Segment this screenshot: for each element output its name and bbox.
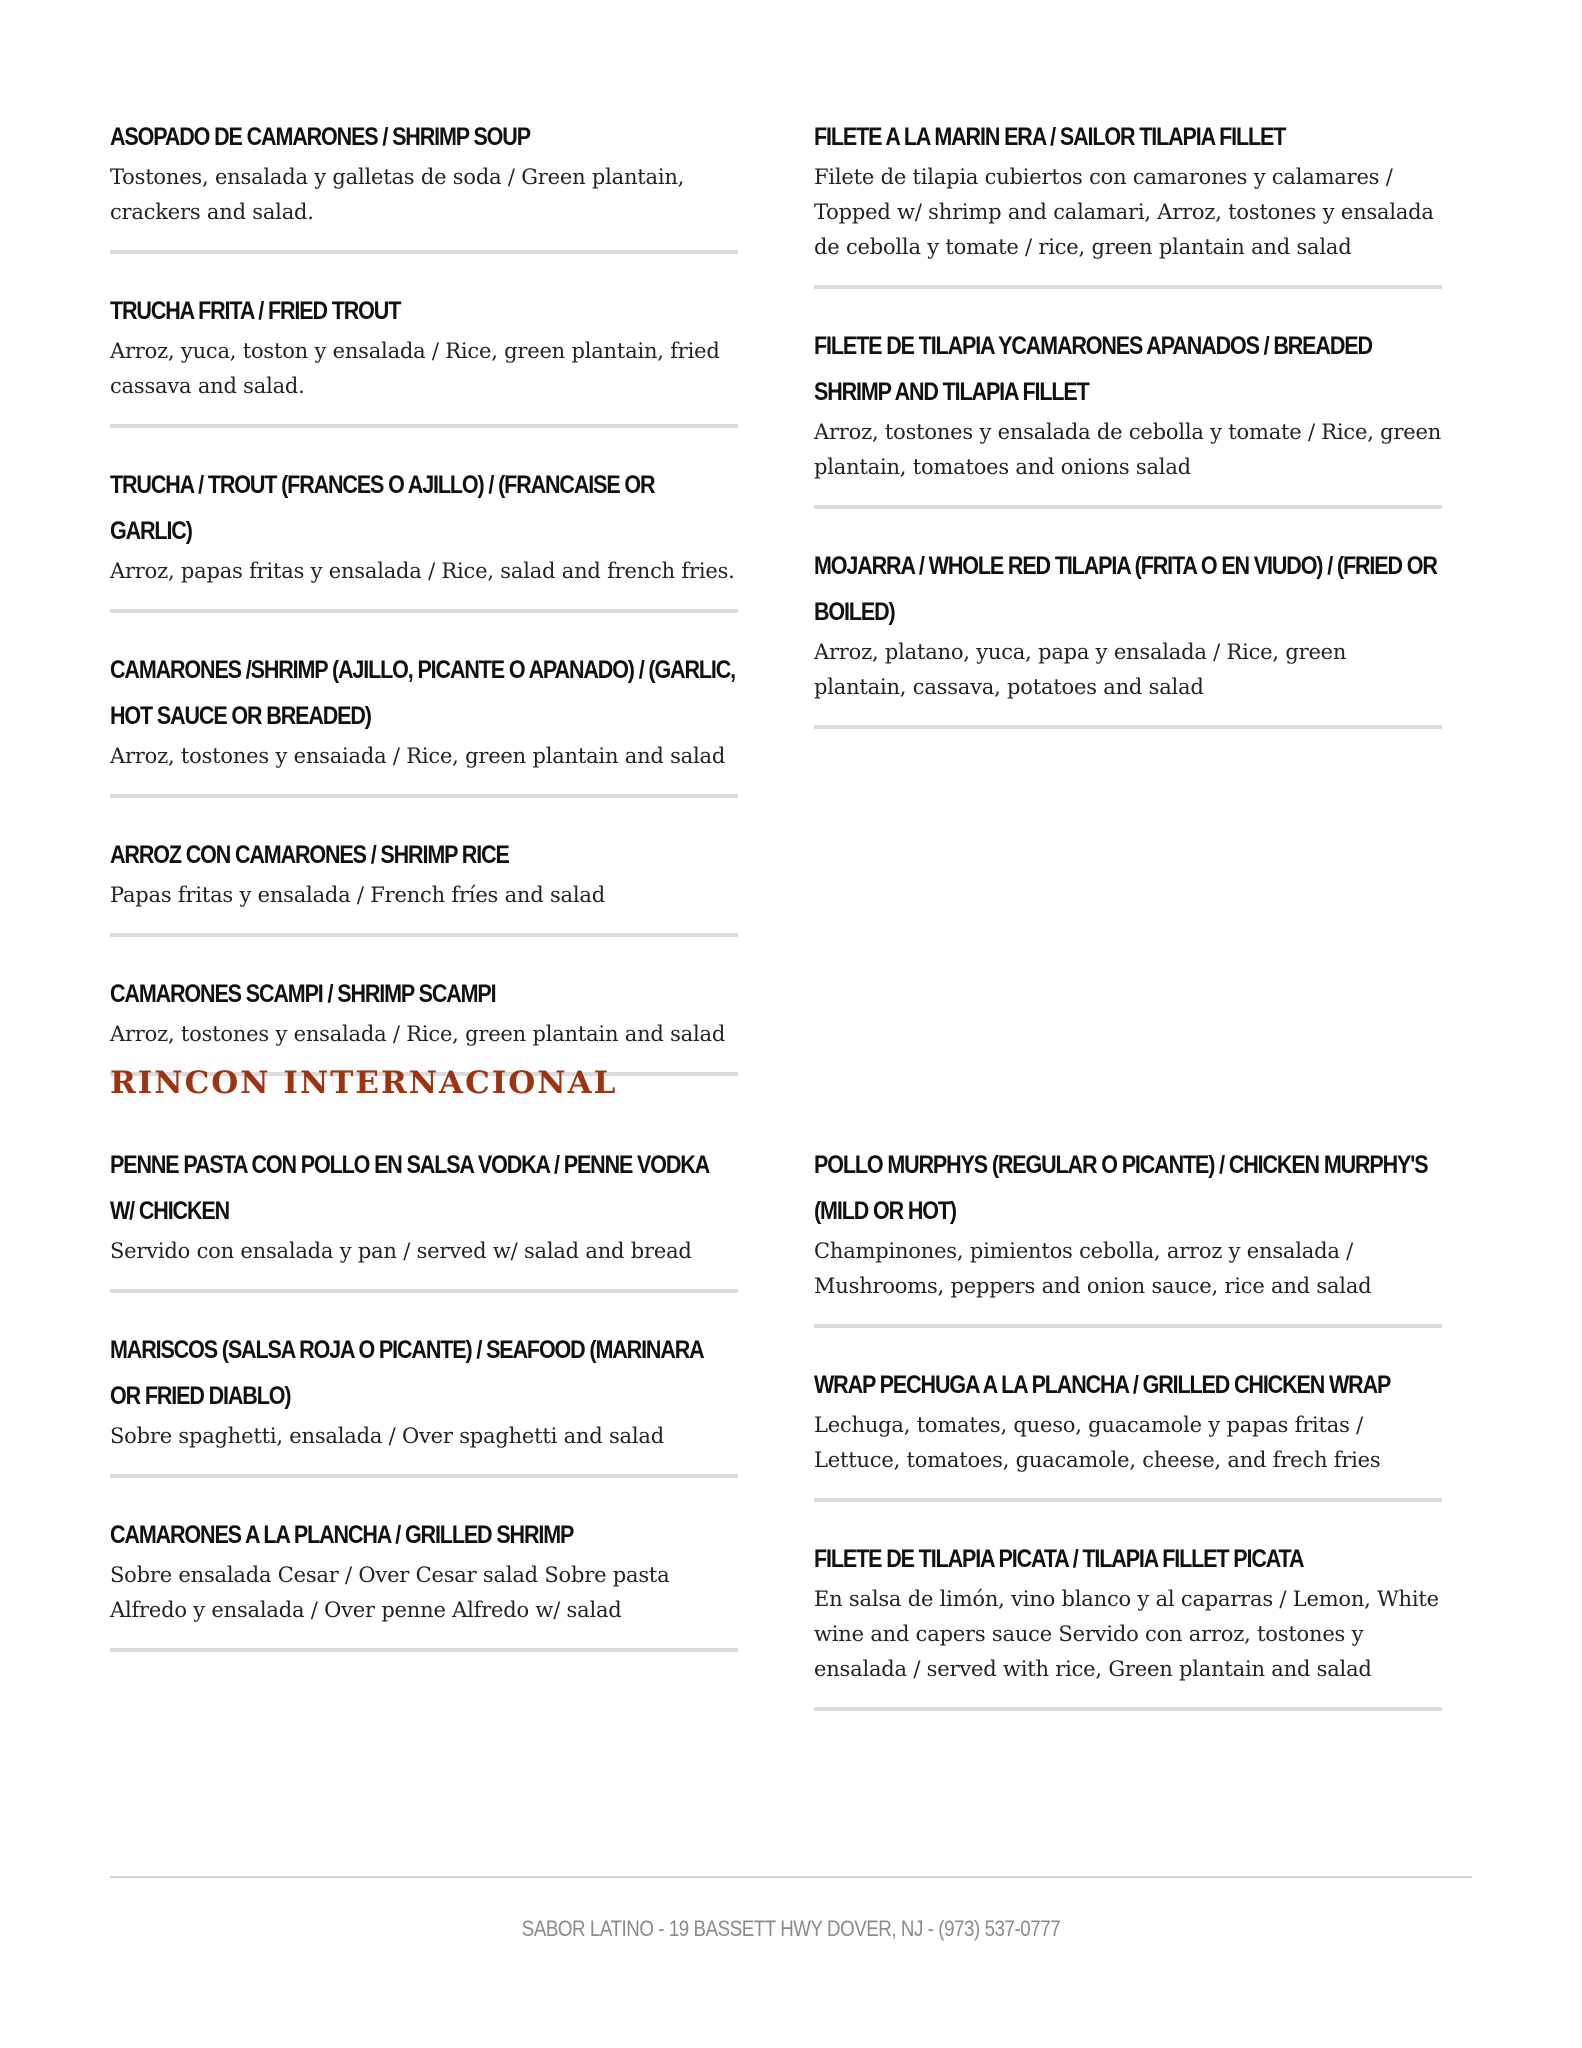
menu-item-divider bbox=[814, 505, 1442, 509]
menu-item-description: Arroz, tostones y ensalada / Rice, green plantain and salad bbox=[110, 1022, 726, 1046]
menu-item-description: Filete de tilapia cubiertos con camarones y calamares / Topped w/ shrimp and calamari, Arroz, tostones y ensalada de cebolla y tomate / rice, green plantain and salad bbox=[814, 165, 1434, 259]
menu-item-title: CAMARONES A LA PLANCHA / GRILLED SHRIMP bbox=[110, 1521, 574, 1549]
menu-column-right-top bbox=[814, 114, 1442, 729]
menu-item-divider bbox=[814, 1707, 1442, 1711]
menu-column-right-bottom bbox=[814, 1142, 1442, 1711]
menu-item-description: Arroz, yuca, toston y ensalada / Rice, green plantain, fried cassava and salad. bbox=[110, 339, 720, 398]
menu-item-description: Sobre ensalada Cesar / Over Cesar salad Sobre pasta Alfredo y ensalada / Over penne Alfredo w/ salad bbox=[110, 1563, 670, 1622]
section-heading: RINCON INTERNACIONAL bbox=[110, 1065, 618, 1101]
menu-item-title: CAMARONES /SHRIMP (AJILLO, PICANTE O APANADO) / (GARLIC, HOT SAUCE OR BREADED) bbox=[110, 656, 736, 730]
menu-item-title: FILETE A LA MARIN ERA / SAILOR TILAPIA FILLET bbox=[814, 123, 1286, 151]
menu-item-title: POLLO MURPHYS (REGULAR O PICANTE) / CHICKEN MURPHY'S (MILD OR HOT) bbox=[814, 1151, 1428, 1225]
menu-item-description: Servido con ensalada y pan / served w/ salad and bread bbox=[110, 1239, 692, 1263]
menu-item bbox=[814, 543, 1442, 729]
menu-item-description: Sobre spaghetti, ensalada / Over spaghetti and salad bbox=[110, 1424, 664, 1448]
menu-column-left-bottom bbox=[110, 1142, 738, 1652]
menu-item bbox=[110, 647, 738, 798]
menu-item-description: Papas fritas y ensalada / French fríes and salad bbox=[110, 883, 605, 907]
menu-item-title: TRUCHA / TROUT (FRANCES O AJILLO) / (FRANCAISE OR GARLIC) bbox=[110, 471, 655, 545]
menu-item-title: PENNE PASTA CON POLLO EN SALSA VODKA / PENNE VODKA W/ CHICKEN bbox=[110, 1151, 709, 1225]
menu-item-title: FILETE DE TILAPIA PICATA / TILAPIA FILLET PICATA bbox=[814, 1545, 1304, 1573]
menu-item-description: Arroz, platano, yuca, papa y ensalada / Rice, green plantain, cassava, potatoes and salad bbox=[814, 640, 1347, 699]
menu-item-divider bbox=[110, 1289, 738, 1293]
menu-item-title: ARROZ CON CAMARONES / SHRIMP RICE bbox=[110, 841, 509, 869]
menu-item-description: Champinones, pimientos cebolla, arroz y ensalada / Mushrooms, peppers and onion sauce, rice and salad bbox=[814, 1239, 1372, 1298]
menu-item bbox=[110, 462, 738, 613]
menu-item-divider bbox=[814, 1324, 1442, 1328]
menu-item bbox=[110, 971, 738, 1076]
footer-divider bbox=[110, 1876, 1472, 1878]
menu-item bbox=[814, 114, 1442, 289]
menu-item-divider bbox=[110, 794, 738, 798]
menu-item bbox=[110, 114, 738, 254]
menu-column-left-top bbox=[110, 114, 738, 1076]
menu-item-title: WRAP PECHUGA A LA PLANCHA / GRILLED CHICKEN WRAP bbox=[814, 1371, 1391, 1399]
menu-item-divider bbox=[110, 1648, 738, 1652]
menu-item-divider bbox=[110, 1474, 738, 1478]
menu-item-title: MOJARRA / WHOLE RED TILAPIA (FRITA O EN VIUDO) / (FRIED OR BOILED) bbox=[814, 552, 1437, 626]
menu-item-divider bbox=[814, 725, 1442, 729]
menu-item bbox=[110, 1142, 738, 1293]
menu-item-description: Arroz, tostones y ensalada de cebolla y tomate / Rice, green plantain, tomatoes and onions salad bbox=[814, 420, 1442, 479]
menu-item-divider bbox=[110, 609, 738, 613]
menu-item-description: Tostones, ensalada y galletas de soda / Green plantain, crackers and salad. bbox=[110, 165, 685, 224]
menu-item-divider bbox=[814, 1498, 1442, 1502]
menu-item-description: En salsa de limón, vino blanco y al caparras / Lemon, White wine and capers sauce Servido con arroz, tostones y ensalada / served with rice, Green plantain and salad bbox=[814, 1587, 1439, 1681]
menu-item bbox=[110, 1327, 738, 1478]
menu-item-title: FILETE DE TILAPIA YCAMARONES APANADOS / BREADED SHRIMP AND TILAPIA FILLET bbox=[814, 332, 1372, 406]
menu-item-description: Arroz, papas fritas y ensalada / Rice, salad and french fries. bbox=[110, 559, 735, 583]
footer-address: SABOR LATINO - 19 BASSETT HWY DOVER, NJ - (973) 537-0777 bbox=[521, 1916, 1061, 1941]
menu-item-title: CAMARONES SCAMPI / SHRIMP SCAMPI bbox=[110, 980, 496, 1008]
menu-item-description: Arroz, tostones y ensaiada / Rice, green plantain and salad bbox=[110, 744, 726, 768]
menu-item-title: MARISCOS (SALSA ROJA O PICANTE) / SEAFOOD (MARINARA OR FRIED DIABLO) bbox=[110, 1336, 703, 1410]
menu-item-description: Lechuga, tomates, queso, guacamole y papas fritas / Lettuce, tomatoes, guacamole, cheese, and frech fries bbox=[814, 1413, 1381, 1472]
menu-item bbox=[110, 288, 738, 428]
menu-item bbox=[110, 832, 738, 937]
menu-item bbox=[814, 1536, 1442, 1711]
menu-item bbox=[814, 1142, 1442, 1328]
menu-item-divider bbox=[814, 285, 1442, 289]
menu-item bbox=[814, 1362, 1442, 1502]
menu-item-divider bbox=[110, 424, 738, 428]
menu-item bbox=[110, 1512, 738, 1652]
menu-item-title: ASOPADO DE CAMARONES / SHRIMP SOUP bbox=[110, 123, 530, 151]
menu-item-divider bbox=[110, 933, 738, 937]
menu-item-title: TRUCHA FRITA / FRIED TROUT bbox=[110, 297, 401, 325]
menu-item-divider bbox=[110, 250, 738, 254]
menu-item bbox=[814, 323, 1442, 509]
